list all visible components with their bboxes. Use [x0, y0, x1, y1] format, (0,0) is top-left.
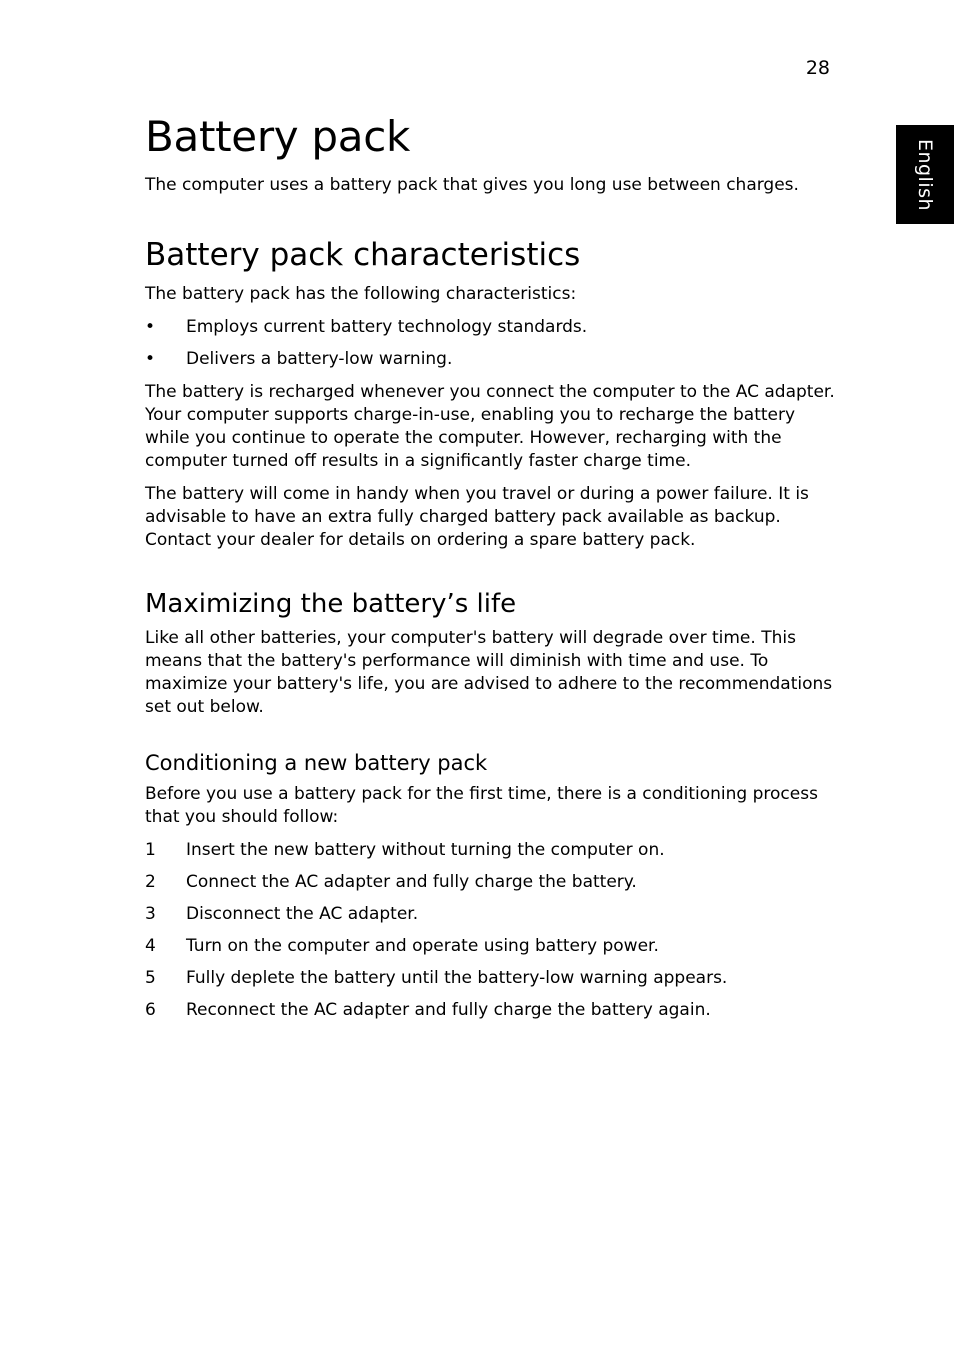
list-item [145, 839, 835, 862]
list-item [145, 999, 835, 1022]
bullet-marker: • [145, 317, 156, 337]
step-text: Disconnect the AC adapter. [186, 904, 419, 924]
maximizing-heading: Maximizing the battery’s life [145, 589, 517, 619]
list-item [145, 871, 835, 894]
handy-paragraph: The battery will come in handy when you travel or during a power failure. It is advisable to have an extra fully charged battery pack available as backup. Contact your dealer for details on ordering a spare battery pack. [145, 484, 809, 550]
bullet-marker: • [145, 349, 156, 369]
list-item [145, 935, 835, 958]
step-number: 4 [145, 936, 156, 956]
page-number: 28 [805, 57, 830, 79]
maximizing-paragraph: Like all other batteries, your computer's battery will degrade over time. This means that the battery's performance will diminish with time and use. To maximize your battery's life, you are advised to adhere to the recommendations set out below. [145, 628, 833, 717]
language-tab [896, 125, 954, 224]
characteristics-list [145, 316, 835, 371]
step-number: 5 [145, 968, 156, 988]
conditioning-steps [145, 839, 835, 1022]
step-text: Insert the new battery without turning the computer on. [186, 840, 665, 860]
language-tab-label: English [914, 138, 936, 211]
step-number: 3 [145, 904, 156, 924]
list-item [145, 348, 835, 371]
list-item [145, 316, 835, 339]
step-text: Connect the AC adapter and fully charge the battery. [186, 872, 637, 892]
recharge-paragraph: The battery is recharged whenever you connect the computer to the AC adapter. Your computer supports charge-in-use, enabling you to recharge the battery while you continue to operate the computer. However, recharging with the computer turned off results in a significantly faster charge time. [145, 382, 835, 471]
list-item [145, 903, 835, 926]
step-text: Reconnect the AC adapter and fully charge the battery again. [186, 1000, 711, 1020]
step-number: 6 [145, 1000, 156, 1020]
characteristics-lead: The battery pack has the following characteristics: [145, 284, 577, 304]
page-content [145, 110, 835, 1032]
characteristics-heading: Battery pack characteristics [145, 237, 581, 273]
page-title: Battery pack [145, 112, 411, 161]
step-number: 2 [145, 872, 156, 892]
step-number: 1 [145, 840, 156, 860]
conditioning-lead: Before you use a battery pack for the first time, there is a conditioning process that you should follow: [145, 784, 818, 827]
list-item-text: Delivers a battery-low warning. [186, 349, 453, 369]
intro-paragraph: The computer uses a battery pack that gives you long use between charges. [145, 175, 799, 195]
step-text: Turn on the computer and operate using battery power. [186, 936, 659, 956]
list-item [145, 967, 835, 990]
step-text: Fully deplete the battery until the battery-low warning appears. [186, 968, 728, 988]
conditioning-heading: Conditioning a new battery pack [145, 751, 488, 775]
list-item-text: Employs current battery technology standards. [186, 317, 588, 337]
